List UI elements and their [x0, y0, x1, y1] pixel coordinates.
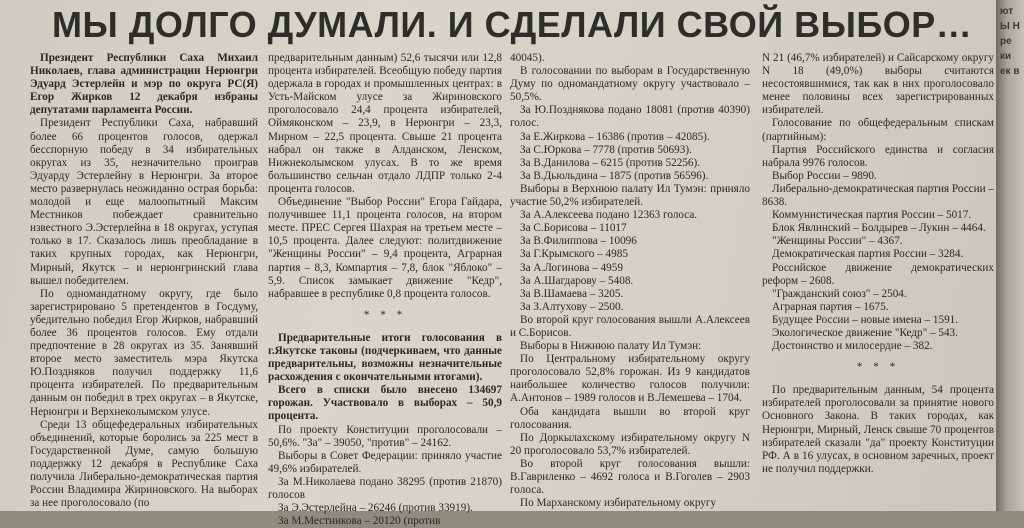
paragraph: Президент Республики Саха, набравший более 66 процентов голосов, одержал бесспорную победу в 34 избирательных округах из 35, незначительно проиграв Эдуарду Эстерлейну в Нерюнгри. За второе место развернулась неожиданно острая борьба: молодой и еще малоопытный Максим Местников побеждает сравнительно известного Э.Эстерлейна в 18 округах, уступая только в 17. Сказалось лишь преобладание в таких крупных городах, как Нерюнгри, Мирный, Якутск – и нерюнгринский глава вышел победителем.: [30, 117, 258, 287]
candidate-result: За С.Юркова – 7778 (против 50693).: [520, 143, 692, 156]
paragraph: Выборы в Нижнюю палату Ил Тумэн:: [520, 340, 702, 353]
candidate-result: За В.Шамаева – 3205.: [520, 287, 624, 300]
paragraph: предварительным данным) 52,6 тысячи или 12,8 процента избирателей. Всеобщую победу партия одержала в городах и промышленных центрах: в Усть-Майском улусе за Жириновского проголосовало 24,4 процента избирателей, Оймяконском – 23,9, в Нерюнгри – 23,3, Мирном – 22,5 процента. Свыше 21 процента набрал он также в Алданском, Ленском, Нижнеколымском улусах. В то же время большинство сельчан отдало ЛДПР только 2-4 процента голосов.: [268, 52, 502, 195]
paragraph: Объединение "Выбор России" Егора Гайдара, получившее 11,1 процента голосов, на втором месте. ПРЕС Сергея Шахрая на третьем месте – 10,5 процента. Далее следуют: политдвижение "Женщины России" – 9,4 процента, Аграрная партия – 8,3, Компартия – 7,8, блок "Яблоко" – 5,9. Список замыкает движение "Кедр", набравшее в республике 0,8 процента голосов.: [268, 196, 502, 300]
paragraph: За М.Николаева подано 38295 (против 21870) голосов: [268, 475, 502, 501]
paragraph: Во второй круг голосования вышли: В.Гавриленко – 4692 голоса и В.Гоголев – 2903 голоса.: [510, 457, 750, 497]
candidate-result: За А.Логинова – 4959: [520, 261, 623, 274]
candidate-result: За З.Алтухову – 2500.: [520, 300, 624, 313]
candidate-result: За Г.Крымского – 4985: [520, 248, 628, 261]
party-result: Коммунистическая партия России – 5017.: [772, 209, 972, 222]
article-headline: МЫ ДОЛГО ДУМАЛИ. И СДЕЛАЛИ СВОЙ ВЫБОР…: [52, 4, 973, 45]
paragraph: Выборы в Верхнюю палату Ил Тумэн: приняло участие 50,2% избирателей.: [510, 182, 750, 209]
candidate-result: За В.Филиппова – 10096: [520, 235, 637, 248]
paragraph: 40045).: [510, 52, 545, 64]
candidate-result: За В.Данилова – 6215 (против 52256).: [520, 156, 701, 169]
party-result: Демократическая партия России – 3284.: [772, 248, 964, 261]
paragraph: Голосование по общефедеральным спискам (партийным):: [762, 117, 994, 143]
party-result: "Женщины России" – 4367.: [772, 235, 903, 248]
party-result: "Гражданский союз" – 2504.: [772, 287, 907, 300]
paragraph: Оба кандидата вышли во второй круг голосования.: [510, 405, 750, 431]
candidate-result: За В.Дьюльдина – 1875 (против 56596).: [520, 169, 709, 182]
party-result: Будущее России – новые имена – 1591.: [772, 313, 959, 326]
yakutsk-results-intro: Предварительные итоги голосования в г.Якутске таковы (подчеркиваем, что данные предварительны, возможны незначительные расхождения с окончательными итогами).: [268, 331, 502, 384]
article-lead: Президент Республики Саха Михаил Николаев, глава администрации Нерюнгри Эдуард Эстерлейн и мэр по округа РС(Я) Егор Жирков 12 декабря избраны депутатами парламента России.: [30, 52, 258, 117]
party-result: Блок Явлинский – Болдырев – Лукин – 4464.: [772, 222, 986, 235]
adjacent-page-text: ют Ы Н ре ки ек в: [1000, 6, 1020, 77]
paragraph: По Марханскому избирательному округу: [520, 497, 717, 510]
paragraph: В голосовании по выборам в Государственную Думу по одномандатному округу участвовало – 50,5%.: [510, 65, 750, 104]
paragraph: За Э.Эстерлейна – 26246 (против 33919).: [278, 502, 473, 515]
paragraph: N 21 (46,7% избирателей) и Сайсарскому округу N 18 (49,0%) выборы считаются несостоявшимися, так как в них проголосовало менее половины всех зарегистрированных избирателей.: [762, 52, 994, 117]
party-result: Аграрная партия – 1675.: [772, 300, 889, 313]
paragraph: Во второй круг голосования вышли А.Алексеев и С.Борисов.: [510, 313, 750, 339]
candidate-result: За А.Шагдарову – 5408.: [520, 274, 634, 287]
candidate-result: За С.Борисова – 11017: [520, 222, 627, 235]
party-result: Экологическое движение "Кедр" – 543.: [772, 326, 958, 339]
section-separator: * * *: [363, 308, 407, 321]
column-1: [30, 52, 258, 510]
paragraph: По проекту Конституции проголосовали – 50,6%. "За" – 39050, "против" – 24162.: [268, 423, 502, 449]
party-result: Выбор России – 9890.: [772, 169, 877, 182]
turnout-summary: Всего в списки было внесено 134697 горожан. Участвовало в выборах – 50,9 процента.: [268, 384, 502, 423]
paragraph: По одномандатному округу, где было зарегистрировано 5 претендентов в Госдуму, убедительно победил Егор Жирков, набравший более 36 процентов голосов. Ему отдали предпочтение в 28 округах из 35. Занявший второе место заместитель мэра Якутска Ю.Поздняков получил поддержку 11,6 процента избирателей. По предварительным данным он победил в трех округах – в Якутске, Нерюнгри и Верхнеколымском улусе.: [30, 287, 258, 418]
candidate-result: За Е.Жиркова – 16386 (против – 42085).: [520, 130, 710, 143]
paragraph: По предварительным данным, 54 процента избирателей проголосовали за принятие нового Основного Закона. В таких городах, как Нерюнгри, Мирный, Ленск свыше 70 процентов избирателей сказали "да" проекту Конституции РФ. А в 16 улусах, в основном заречных, проект не получил поддержки.: [762, 384, 994, 475]
party-result: Либерально-демократическая партия России – 8638.: [762, 182, 994, 209]
section-separator: * * *: [856, 361, 900, 374]
adjacent-page-edge: [996, 0, 1024, 511]
column-3: [510, 52, 750, 510]
paragraph: Среди 13 общефедеральных избирательных объединений, которые боролись за 225 мест в Государственной Думе, самую большую поддержку 12 декабря в Республике Саха получила Либерально-демократическая партия России Владимира Жириновского. На выборах за нее проголосовало (по: [30, 418, 258, 510]
paragraph: По Доркылахскому избирательному округу N 20 проголосовало 53,7% избирателей.: [510, 431, 750, 457]
paragraph: За Ю.Позднякова подано 18081 (против 40390) голос.: [510, 104, 750, 130]
column-2: [268, 52, 502, 528]
column-4: [762, 52, 994, 476]
party-result: Российское движение демократических реформ – 2608.: [762, 261, 994, 287]
paragraph: Выборы в Совет Федерации: приняло участие 49,6% избирателей.: [268, 449, 502, 475]
paragraph: Партия Российского единства и согласия набрала 9976 голосов.: [762, 143, 994, 169]
paragraph: По Центральному избирательному округу проголосовало 52,8% горожан. Из 9 кандидатов наибольшее количество голосов получили: А.Антонов – 1989 голосов и В.Лемешева – 1704.: [510, 353, 750, 405]
candidate-result: За А.Алексеева подано 12363 голоса.: [520, 209, 698, 222]
paragraph: За М.Местникова – 20120 (против: [278, 515, 441, 528]
party-result: Достоинство и милосердие – 382.: [772, 340, 933, 353]
